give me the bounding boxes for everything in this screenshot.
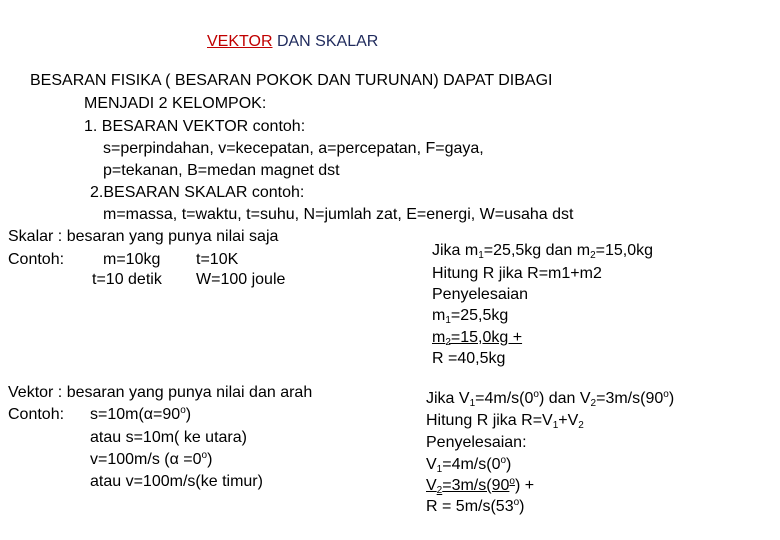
skalar-ex-line-2: Hitung R jika R=m1+m2 bbox=[432, 265, 602, 282]
vektor-ex-line-1: Jika $V_1=4m/s(0^o)$ dan $V_2=3m/s(90^o)$ bbox=[426, 389, 675, 409]
skalar-ex-line-1: Jika $m_1=25,5kg$ dan $m_2=15,0kg$ bbox=[432, 242, 654, 261]
vektor-ex-line-4: $V_1=4m/s(0^o)$ bbox=[426, 455, 512, 475]
intro-line-4: s=perpindahan, v=kecepatan, a=percepatan, F=gaya, bbox=[103, 140, 484, 157]
skalar-example-time: t=10 detik bbox=[92, 271, 162, 288]
intro-line-1: BESARAN FISIKA ( BESARAN POKOK DAN TURUNAN) DAPAT DIBAGI bbox=[30, 72, 553, 89]
intro-line-7: m=massa, t=waktu, t=suhu, N=jumlah zat, E=energi, W=usaha dst bbox=[103, 206, 574, 223]
vektor-ex-line-2: Hitung R jika $R=V_1+V_2$ bbox=[426, 412, 584, 431]
vektor-example-4: atau v=100m/s(ke timur) bbox=[90, 473, 263, 490]
page-title bbox=[207, 33, 378, 51]
intro-line-5: p=tekanan, B=medan magnet dst bbox=[103, 162, 340, 179]
vektor-example-2: atau s=10m( ke utara) bbox=[90, 429, 247, 446]
skalar-contoh-label: Contoh: bbox=[8, 251, 65, 268]
vektor-contoh-label: Contoh: bbox=[8, 406, 65, 423]
skalar-ex-line-4: $m_1=25,5kg$ bbox=[432, 307, 509, 326]
title-vektor: VEKTOR bbox=[207, 33, 273, 50]
intro-line-3: 1. BESARAN VEKTOR contoh: bbox=[84, 118, 306, 135]
title-dan: DAN bbox=[272, 33, 316, 50]
intro-line-6: 2.BESARAN SKALAR contoh: bbox=[90, 184, 305, 201]
vektor-example-3: v=100m/s $(\alpha =0^o)$ bbox=[90, 450, 213, 468]
title-skalar: SKALAR bbox=[315, 33, 379, 50]
vektor-definition: Vektor : besaran yang punya nilai dan arah bbox=[8, 384, 313, 401]
skalar-ex-line-6: R =40,5kg bbox=[432, 350, 506, 367]
skalar-definition: Skalar : besaran yang punya nilai saja bbox=[8, 228, 279, 245]
vektor-ex-line-6: $R = 5m/s(53^o)$ bbox=[426, 497, 525, 515]
vektor-example-1: $s=10m(\alpha=90^o)$ bbox=[90, 405, 192, 423]
skalar-example-temp: t=10K bbox=[196, 251, 239, 268]
skalar-ex-line-5: $m_2=15,0kg$ + bbox=[432, 329, 523, 348]
vektor-ex-line-3: Penyelesaian: bbox=[426, 434, 527, 451]
vektor-ex-line-5: $V_2=3m/s(90^o)$ + bbox=[426, 476, 535, 496]
skalar-example-work: W=100 joule bbox=[196, 271, 286, 288]
intro-line-2: MENJADI 2 KELOMPOK: bbox=[84, 95, 267, 112]
skalar-example-mass: m=10kg bbox=[103, 251, 161, 268]
skalar-ex-line-3: Penyelesaian bbox=[432, 286, 529, 303]
